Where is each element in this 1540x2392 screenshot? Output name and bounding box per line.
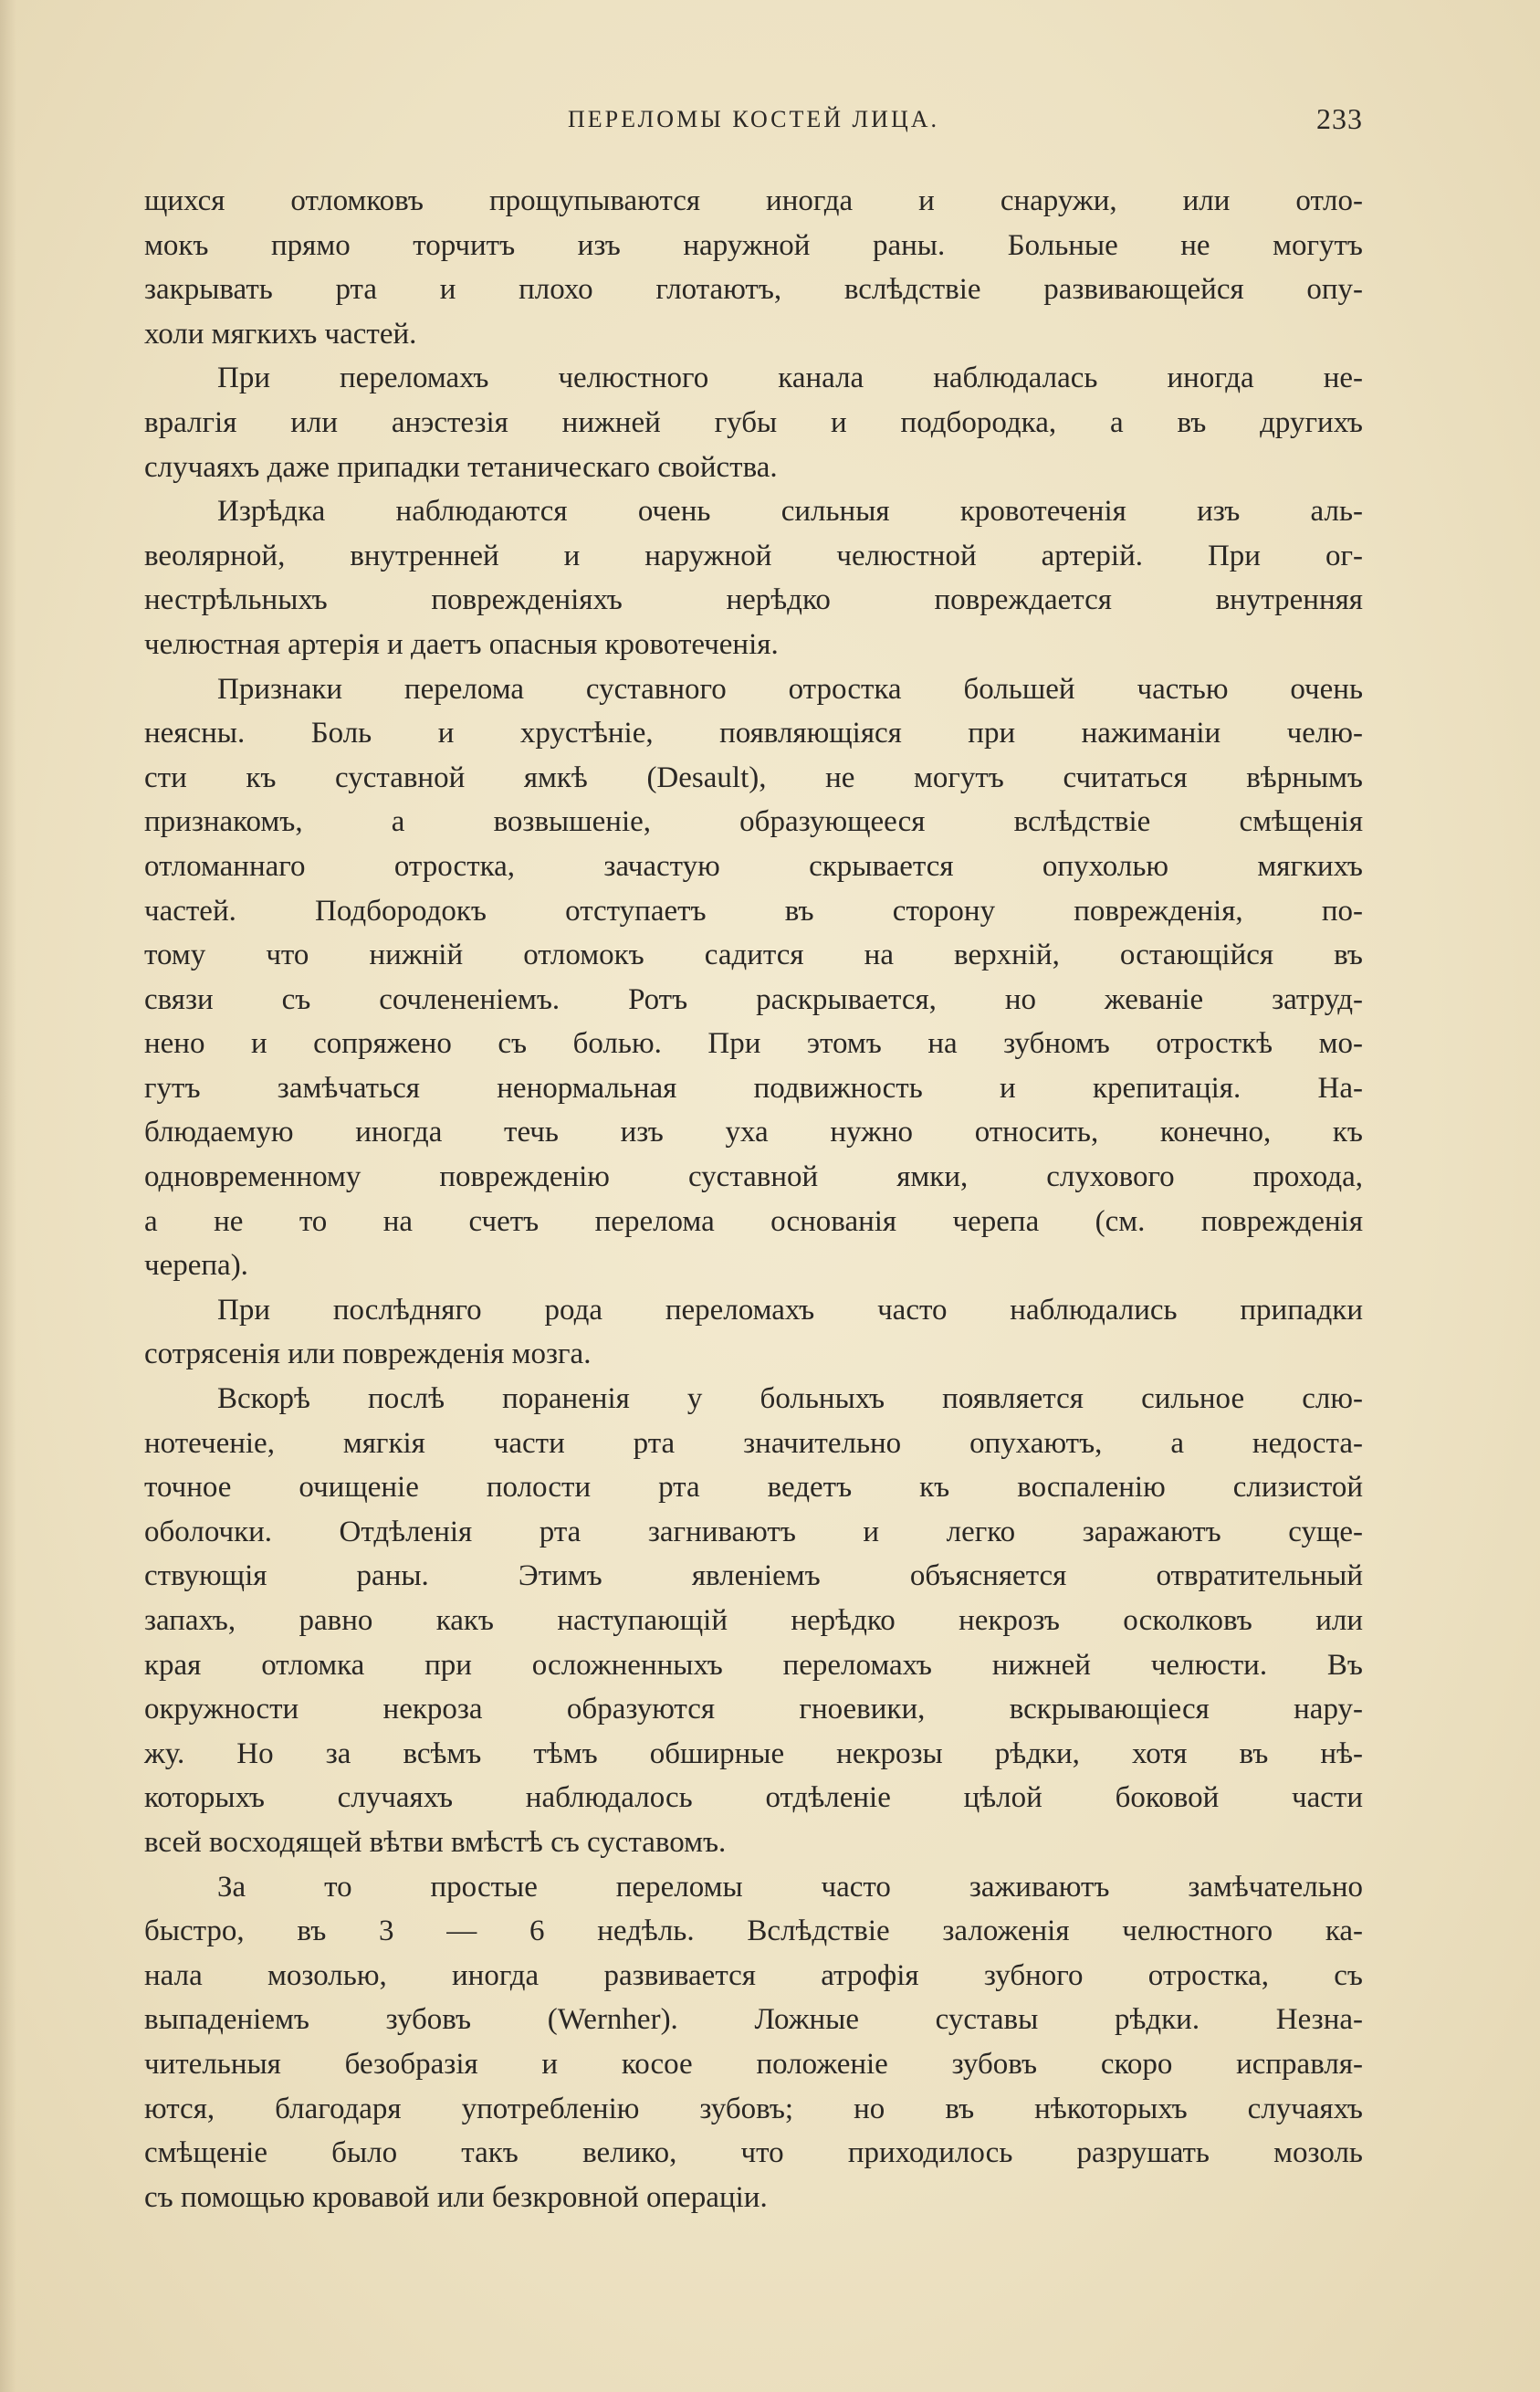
text-line-content: нестрѣльныхъ поврежденіяхъ нерѣдко повреждается внутренняя: [144, 583, 1363, 617]
text-line-content: признакомъ, а возвышеніе, образующееся вслѣдствіе смѣщенія: [144, 805, 1363, 839]
text-line: [144, 1155, 1363, 1200]
text-line: [144, 1820, 1363, 1865]
text-line: [144, 1687, 1363, 1732]
text-line: [144, 2176, 1363, 2220]
text-line: [144, 356, 1363, 401]
text-line-content: окружности некроза образуются гноевики, вскрывающіеся нару-: [144, 1693, 1363, 1726]
text-line-content: края отломка при осложненныхъ переломахъ нижней челюсти. Въ: [144, 1648, 1363, 1682]
text-line: [144, 1554, 1363, 1599]
text-line-content: вралгія или анэстезія нижней губы и подбородка, а въ другихъ: [144, 405, 1363, 439]
text-line: [144, 1643, 1363, 1688]
text-line-content: За то простые переломы часто заживаютъ замѣчательно: [217, 1870, 1363, 1904]
page-header: [144, 102, 1363, 139]
text-line: [144, 1909, 1363, 1954]
running-title: ПЕРЕЛОМЫ КОСТЕЙ ЛИЦА.: [568, 106, 939, 132]
text-line: [144, 312, 1363, 357]
text-line: [144, 268, 1363, 312]
text-line: [144, 1243, 1363, 1288]
text-line: [144, 2131, 1363, 2176]
text-line-content: сти къ суставной ямкѣ (Desault), не могутъ считаться вѣрнымъ: [144, 761, 1363, 794]
text-line: [144, 933, 1363, 978]
text-line-content: неясны. Боль и хрустѣніе, появляющіяся при нажиманіи челю-: [144, 717, 1363, 750]
text-line: [144, 489, 1363, 534]
text-line-content: ствующія раны. Этимъ явленіемъ объясняется отвратительный: [144, 1559, 1363, 1593]
text-line-content: а не то на счетъ перелома основанія черепа (см. поврежденія: [144, 1204, 1363, 1238]
page-edge-shadow: [0, 0, 16, 2392]
text-line: [144, 800, 1363, 845]
text-line-content: связи съ сочлененіемъ. Ротъ раскрывается, но жеваніе затруд-: [144, 982, 1363, 1016]
text-line-content: блюдаемую иногда течь изъ уха нужно относить, конечно, къ: [144, 1116, 1363, 1149]
text-line-content: челюстная артерія и даетъ опасныя кровотеченія.: [144, 627, 779, 661]
text-line: [144, 1776, 1363, 1820]
text-line-content: нала мозолью, иногда развивается атрофія зубного отростка, съ: [144, 1958, 1363, 1992]
text-line: [144, 667, 1363, 712]
text-line: [144, 623, 1363, 667]
text-line-content: частей. Подбородокъ отступаетъ въ сторону поврежденія, по-: [144, 894, 1363, 928]
text-line: [144, 2087, 1363, 2132]
text-line-content: запахъ, равно какъ наступающій нерѣдко некрозъ осколковъ или: [144, 1604, 1363, 1637]
text-line: [144, 446, 1363, 490]
text-line: [144, 756, 1363, 801]
text-line-content: ются, благодаря употребленію зубовъ; но въ нѣкоторыхъ случаяхъ: [144, 2092, 1363, 2125]
text-line: [144, 1110, 1363, 1155]
text-line: [144, 978, 1363, 1023]
text-line-content: нено и сопряжено съ болью. При этомъ на зубномъ отросткѣ мо-: [144, 1027, 1363, 1061]
text-line: [144, 1422, 1363, 1466]
text-line: [144, 1200, 1363, 1244]
page-number: 233: [1316, 102, 1363, 135]
text-line-content: мокъ прямо торчитъ изъ наружной раны. Больные не могутъ: [144, 228, 1363, 262]
text-line-content: веолярной, внутренней и наружной челюстной артерій. При ог-: [144, 539, 1363, 572]
text-line: [144, 1066, 1363, 1111]
body-text: [144, 179, 1363, 2219]
text-line: [144, 2042, 1363, 2087]
text-line-content: отломаннаго отростка, зачастую скрывается опухолью мягкихъ: [144, 849, 1363, 883]
text-line-content: нотеченіе, мягкія части рта значительно опухаютъ, а недоста-: [144, 1426, 1363, 1460]
text-line: [144, 1510, 1363, 1555]
text-line-content: При переломахъ челюстного канала наблюдалась иногда не-: [217, 362, 1363, 395]
text-line: [144, 1332, 1363, 1377]
text-line-content: Вскорѣ послѣ пораненія у больныхъ появляется сильное слю-: [217, 1382, 1363, 1416]
text-line-content: Изрѣдка наблюдаются очень сильныя кровотеченія изъ аль-: [217, 495, 1363, 529]
text-line-content: выпаденіемъ зубовъ (Wernher). Ложные суставы рѣдки. Незна-: [144, 2003, 1363, 2037]
text-line-content: точное очищеніе полости рта ведетъ къ воспаленію слизистой: [144, 1471, 1363, 1505]
text-line-content: одновременному поврежденію суставной ямки, слухового прохода,: [144, 1160, 1363, 1194]
text-line-content: Признаки перелома суставного отростка большей частью очень: [217, 672, 1363, 706]
text-line: [144, 1288, 1363, 1333]
text-line: [144, 1954, 1363, 1999]
text-line: [144, 889, 1363, 934]
text-line: [144, 1998, 1363, 2042]
text-line-content: холи мягкихъ частей.: [144, 317, 417, 351]
text-line: [144, 1022, 1363, 1066]
text-line: [144, 534, 1363, 579]
text-line-content: гутъ замѣчаться ненормальная подвижность и крепитація. На-: [144, 1071, 1363, 1105]
text-line-content: оболочки. Отдѣленія рта загниваютъ и легко заражаютъ суще-: [144, 1515, 1363, 1548]
text-line: [144, 224, 1363, 268]
text-line: [144, 578, 1363, 623]
text-line: [144, 1865, 1363, 1910]
text-line: [144, 1377, 1363, 1422]
text-line: [144, 845, 1363, 889]
text-line: [144, 1465, 1363, 1510]
text-line-content: закрывать рта и плохо глотаютъ, вслѣдствіе развивающейся опу-: [144, 273, 1363, 307]
text-line: [144, 401, 1363, 446]
text-line-content: быстро, въ 3 — 6 недѣль. Вслѣдствіе заложенія челюстного ка-: [144, 1915, 1363, 1948]
text-line: [144, 1599, 1363, 1643]
text-line-content: смѣщеніе было такъ велико, что приходилось разрушать мозоль: [144, 2136, 1363, 2170]
text-line-content: которыхъ случаяхъ наблюдалось отдѣленіе цѣлой боковой части: [144, 1781, 1363, 1815]
text-line: [144, 179, 1363, 224]
text-line-content: сотрясенія или поврежденія мозга.: [144, 1338, 592, 1371]
text-line-content: случаяхъ даже припадки тетаническаго свойства.: [144, 450, 778, 484]
text-line-content: черепа).: [144, 1249, 248, 1283]
text-line-content: всей восходящей вѣтви вмѣстѣ съ суставомъ.: [144, 1825, 727, 1859]
text-line-content: тому что нижній отломокъ садится на верхній, остающійся въ: [144, 939, 1363, 972]
text-line-content: съ помощью кровавой или безкровной операціи.: [144, 2180, 768, 2214]
text-line: [144, 711, 1363, 756]
text-line-content: При послѣдняго рода переломахъ часто наблюдались припадки: [217, 1293, 1363, 1327]
text-line-content: щихся отломковъ прощупываются иногда и снаружи, или отло-: [144, 184, 1363, 217]
text-line-content: жу. Но за всѣмъ тѣмъ обширные некрозы рѣдки, хотя въ нѣ-: [144, 1736, 1363, 1770]
text-line-content: чительныя безобразія и косое положеніе зубовъ скоро исправля-: [144, 2047, 1363, 2081]
text-line: [144, 1732, 1363, 1777]
